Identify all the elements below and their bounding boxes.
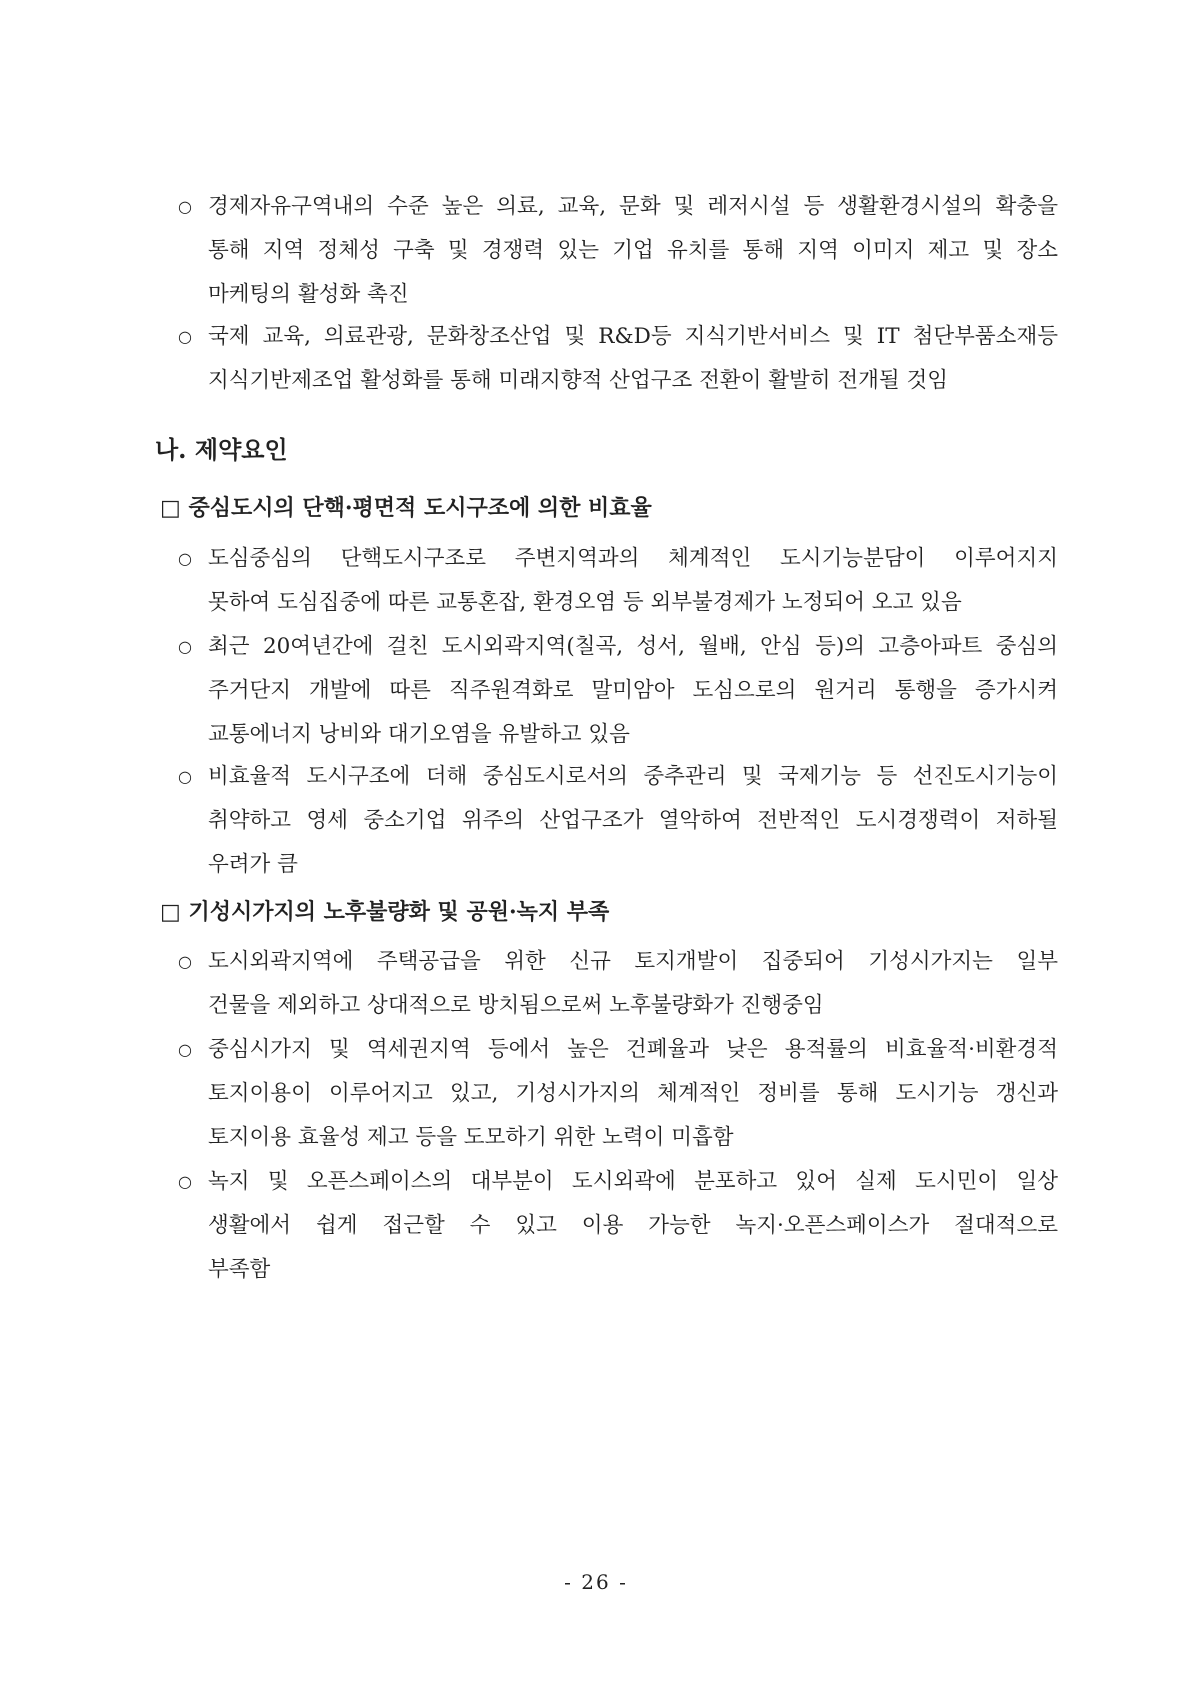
- intro-bullet-2: [178, 315, 1058, 403]
- bullet-mark: ○: [178, 197, 192, 216]
- bullet-line: 녹지 및 오픈스페이스의 대부분이 도시외곽에 분포하고 있어 실제 도시민이 일상: [208, 1169, 1058, 1194]
- bullet-line: 생활에서 쉽게 접근할 수 있고 이용 가능한 녹지·오픈스페이스가 절대적으로: [208, 1213, 1058, 1238]
- bullet-line: 우려가 큼: [208, 852, 298, 877]
- bullet-line: 토지이용이 이루어지고 있고, 기성시가지의 체계적인 정비를 통해 도시기능 갱신과: [208, 1081, 1058, 1106]
- intro-bullet-1: [178, 185, 1058, 317]
- subsection1-bullet-3: [178, 755, 1058, 887]
- subsection2-bullet-2: [178, 1028, 1058, 1160]
- bullet-line: 경제자유구역내의 수준 높은 의료, 교육, 문화 및 레저시설 등 생활환경시설의 확충을: [208, 194, 1058, 219]
- bullet-line: 최근 20여년간에 걸친 도시외곽지역(칠곡, 성서, 월배, 안심 등)의 고층아파트 중심의: [208, 634, 1058, 659]
- bullet-line: 토지이용 효율성 제고 등을 도모하기 위한 노력이 미흡함: [208, 1125, 734, 1150]
- bullet-mark: ○: [178, 549, 192, 568]
- bullet-mark: ○: [178, 327, 192, 346]
- subsection2-bullet-1: [178, 940, 1058, 1028]
- subsection1-bullet-1: [178, 537, 1058, 625]
- bullet-line: 마케팅의 활성화 촉진: [208, 282, 409, 307]
- subsection-title-1: □ 중심도시의 단핵·평면적 도시구조에 의한 비효율: [160, 495, 652, 521]
- section-title: 나. 제약요인: [155, 435, 288, 464]
- bullet-line: 통해 지역 정체성 구축 및 경쟁력 있는 기업 유치를 통해 지역 이미지 제고 및 장소: [208, 238, 1058, 263]
- bullet-mark: ○: [178, 637, 192, 656]
- bullet-mark: ○: [178, 1040, 192, 1059]
- bullet-line: 교통에너지 낭비와 대기오염을 유발하고 있음: [208, 722, 630, 747]
- bullet-line: 도시외곽지역에 주택공급을 위한 신규 토지개발이 집중되어 기성시가지는 일부: [208, 949, 1058, 974]
- subsection1-bullet-2: [178, 625, 1058, 757]
- page-number: - 26 -: [564, 1570, 628, 1594]
- bullet-line: 도심중심의 단핵도시구조로 주변지역과의 체계적인 도시기능분담이 이루어지지: [208, 546, 1058, 571]
- bullet-line: 지식기반제조업 활성화를 통해 미래지향적 산업구조 전환이 활발히 전개될 것임: [208, 368, 949, 393]
- bullet-line: 부족함: [208, 1257, 271, 1282]
- bullet-line: 주거단지 개발에 따른 직주원격화로 말미암아 도심으로의 원거리 통행을 증가시켜: [208, 678, 1058, 703]
- bullet-mark: ○: [178, 952, 192, 971]
- subsection2-bullet-3: [178, 1160, 1058, 1292]
- bullet-line: 못하여 도심집중에 따른 교통혼잡, 환경오염 등 외부불경제가 노정되어 오고 있음: [208, 590, 962, 615]
- bullet-line: 중심시가지 및 역세권지역 등에서 높은 건폐율과 낮은 용적률의 비효율적·비환경적: [208, 1037, 1058, 1062]
- bullet-mark: ○: [178, 1172, 192, 1191]
- bullet-line: 국제 교육, 의료관광, 문화창조산업 및 R&D등 지식기반서비스 및 IT 첨단부품소재등: [208, 324, 1058, 349]
- bullet-line: 비효율적 도시구조에 더해 중심도시로서의 중추관리 및 국제기능 등 선진도시기능이: [208, 764, 1058, 789]
- bullet-line: 취약하고 영세 중소기업 위주의 산업구조가 열악하여 전반적인 도시경쟁력이 저하될: [208, 808, 1058, 833]
- bullet-line: 건물을 제외하고 상대적으로 방치됨으로써 노후불량화가 진행중임: [208, 993, 824, 1018]
- subsection-title-2: □ 기성시가지의 노후불량화 및 공원·녹지 부족: [160, 899, 610, 925]
- bullet-mark: ○: [178, 767, 192, 786]
